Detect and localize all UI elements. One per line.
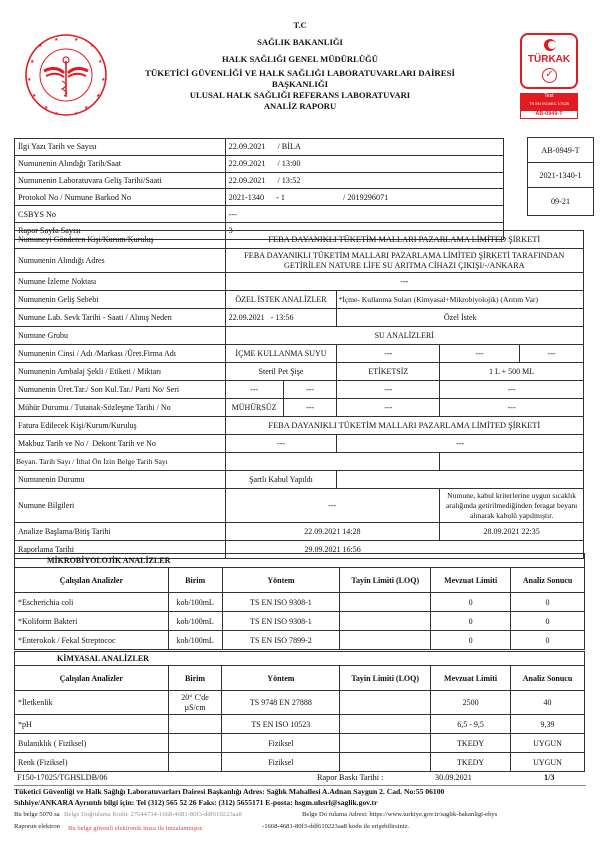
kind-name: --- (337, 345, 440, 363)
analysis-limit: TKEDY (431, 753, 511, 772)
ministry-seal-icon (24, 33, 108, 117)
info-label: Numunenin Laboratuvara Geliş Tarihi/Saati (15, 172, 226, 189)
info-label: İlgi Yazı Tarih ve Sayısı (15, 139, 226, 156)
print-date: 30.09.2021 (435, 773, 472, 782)
svg-text:★: ★ (101, 78, 106, 83)
analysis-loq (340, 593, 431, 612)
col-unit: Birim (168, 666, 222, 691)
col-limit: Mevzuat Limiti (431, 666, 511, 691)
dispatch-label: Numune Lab. Sevk Tarihi - Saati / Alınış Neden (15, 309, 226, 327)
sender-label: Numuneyi Gönderen Kişi/Kurum/Kuruluş (15, 231, 226, 249)
analysis-name: *Koliform Bakteri (15, 612, 169, 631)
svg-text:★: ★ (84, 106, 89, 111)
invoice-label: Fatura Edilecek Kişi/Kurum/Kuruluş (15, 417, 226, 435)
group-value: SU ANALİZLERİ (225, 327, 583, 345)
receipt-value: --- (225, 435, 337, 453)
sample-row (15, 523, 584, 541)
sample-info-note: Numune, kabul kriterlerine uygun sıcaklık aralığında getirilmediğinden feragat beyanı alınarak kabulü yapılmıştır. (440, 489, 584, 523)
turkak-test-label: Test (544, 93, 554, 99)
info-value: --- (225, 206, 503, 223)
sample-info-label: Numune Bilgileri (15, 489, 226, 523)
sample-row (15, 381, 584, 399)
dekont-value: --- (337, 435, 584, 453)
analysis-method: Fiziksel (222, 734, 340, 753)
svg-text:★: ★ (98, 60, 103, 65)
info-row (15, 189, 504, 206)
col-method: Yöntem (222, 568, 340, 593)
analysis-loq (340, 612, 431, 631)
analysis-unit: kob/100mL (168, 612, 222, 631)
record-no: --- (337, 399, 440, 417)
monitor-value: --- (225, 273, 583, 291)
form-code: F150-17025/TGHSLDB/06 (17, 773, 108, 782)
col-result: Analiz Sonucu (511, 568, 585, 593)
seal-label: Mühür Durumu / Tutanak-Sözleşme Tarihi / No (15, 399, 226, 417)
sample-row (15, 417, 584, 435)
analysis-unit: kob/100mL (168, 631, 222, 650)
turkak-brand: TÜRKAK (527, 54, 571, 65)
info-value-2: / 13:00 (277, 159, 301, 169)
analysis-loq (340, 631, 431, 650)
analysis-limit: TKEDY (431, 734, 511, 753)
analysis-unit: kob/100mL (168, 593, 222, 612)
info-row (15, 172, 504, 189)
table-row (15, 734, 585, 753)
reason-detail: *İçme- Kullanma Suları (Kimyasal+Mikrobiyolojik) (Arıtım Var) (337, 291, 584, 309)
electronic-access-note-end: -1668-4681-80f3-ddf610223aa8 kodu ile erişebilirsiniz. (262, 823, 410, 830)
print-date-label: Rapor Baskı Tarihi : (317, 773, 384, 782)
col-analysis: Çalışılan Analizler (15, 666, 169, 691)
col-unit: Birim (168, 568, 222, 593)
analysis-method: TS 9748 EN 27888 (222, 691, 340, 715)
turkak-accreditation-logo (520, 33, 578, 119)
address-line-2: Sıhhiye/ANKARA Ayrıntılı bilgi için: Tel (312) 565 52 26 Faks: (312) 5655171 E-posta: hsgm.uhsrl@saglik.gov.tr (14, 797, 378, 807)
analysis-limit: 2500 (431, 691, 511, 715)
table-row (15, 612, 585, 631)
info-label: Rapor Sayfa Sayısı (15, 222, 226, 239)
analysis-start: 22.09.2021 14:28 (225, 523, 440, 541)
sample-row (15, 231, 584, 249)
svg-text:★: ★ (54, 112, 59, 117)
info-value: 22.09.2021 (228, 142, 266, 152)
period-code: 09-21 (528, 188, 594, 216)
info-value: 22.09.2021 (228, 159, 266, 169)
analysis-unit (168, 734, 222, 753)
col-result: Analiz Sonucu (511, 666, 585, 691)
report-titles (110, 20, 490, 112)
seal-status: MÜHÜRSÜZ (225, 399, 283, 417)
checkmark-icon: ✓ (542, 68, 557, 83)
analysis-name: *İletkenlik (15, 691, 169, 715)
kind-manufacturer: --- (520, 345, 584, 363)
analysis-loq (340, 715, 431, 734)
analysis-result: UYGUN (511, 734, 585, 753)
analysis-unit (168, 753, 222, 772)
expiry-date: --- (283, 381, 337, 399)
sample-row (15, 345, 584, 363)
protocol-code: 2021-1340-1 (528, 163, 594, 188)
col-loq: Tayin Limiti (LOQ) (340, 666, 431, 691)
report-info-table (14, 138, 504, 240)
group-label: Numune Grubu (15, 327, 226, 345)
table-header (15, 666, 585, 691)
title-department-cont: BAŞKANLIĞI (271, 79, 329, 89)
info-row (15, 155, 504, 172)
verification-address[interactable]: Belge Do rulama Adresi: https://www.turkiye.gov.tr/saglik-bakanligi-ebys (302, 811, 498, 818)
esign-overlay: Bu belge güvenli elektronik imza ile imzalanmıştır. (68, 825, 204, 832)
reason-label: Numunenin Geliş Sebebi (15, 291, 226, 309)
analysis-method: Fiziksel (222, 753, 340, 772)
analysis-result: 0 (511, 593, 585, 612)
protocol-no: 2021-1340 (228, 192, 265, 202)
title-tc: T.C (293, 21, 307, 30)
address-label: Numunenin Alındığı Adres (15, 249, 226, 273)
report-header (0, 0, 600, 132)
sample-row (15, 399, 584, 417)
analysis-result: 0 (511, 612, 585, 631)
info-value-2: / BİLA (277, 142, 301, 152)
analysis-limit: 6,5 - 9,5 (431, 715, 511, 734)
analysis-loq (340, 691, 431, 715)
batch-no: --- (337, 381, 440, 399)
page-number: 1/3 (544, 773, 555, 782)
sample-row (15, 249, 584, 273)
analysis-name: *pH (15, 715, 169, 734)
import-permit-value (440, 453, 584, 471)
col-loq: Tayin Limiti (LOQ) (340, 568, 431, 593)
info-row (15, 206, 504, 223)
verification-code-overlay: Belge Doğrulama Kodu: 27644734-1668-4681-80f3-ddf610223aa8 (64, 811, 242, 818)
svg-text:★: ★ (44, 106, 49, 111)
pack-type: Steril Pet Şişe (225, 363, 337, 381)
kind-value: İÇME KULLANMA SUYU (225, 345, 337, 363)
prod-label: Numunenin Üret.Tar./ Son Kul.Tar./ Parti No/ Seri (15, 381, 226, 399)
footer-divider (14, 785, 586, 786)
analysis-unit (168, 715, 222, 734)
analysis-method: TS EN ISO 10523 (222, 715, 340, 734)
status-value: Şartlı Kabul Yapıldı (225, 471, 337, 489)
address-line-2: GETİRİLEN NATURE LİFE SU ARITMA CİHAZI ÇIKIŞI/-/ANKARA (283, 260, 525, 270)
invoice-value: FEBA DAYANIKLI TÜKETİM MALLARI PAZARLAMA LİMİTED ŞİRKETİ (225, 417, 583, 435)
kind-brand: --- (440, 345, 520, 363)
address-line-1: FEBA DAYANIKLI TÜKETİM MALLARI PAZARLAMA LİMİTED ŞİRKETİ TARAFINDAN (244, 250, 565, 260)
sample-row (15, 363, 584, 381)
sample-info-value: --- (225, 489, 440, 523)
prod-date: --- (225, 381, 283, 399)
analysis-result: 0 (511, 631, 585, 650)
info-value: 3 (225, 222, 503, 239)
svg-text:★: ★ (54, 38, 59, 43)
analysis-method: TS EN ISO 9308-1 (222, 612, 340, 631)
record-extra: --- (440, 399, 584, 417)
receipt-label: Makbuz Tarih ve No / Dekont Tarih ve No (15, 435, 226, 453)
accreditation-code: AB-0949-T (528, 138, 594, 163)
title-report: ANALİZ RAPORU (263, 101, 337, 111)
analysis-limit: 0 (431, 612, 511, 631)
chemical-title: KİMYASAL ANALİZLER (15, 652, 585, 666)
reason-value: ÖZEL İSTEK ANALİZLER (225, 291, 337, 309)
table-row (15, 631, 585, 650)
analysis-limit: 0 (431, 631, 511, 650)
table-header (15, 568, 585, 593)
status-label: Numunenin Durumu (15, 471, 226, 489)
info-row (15, 139, 504, 156)
sample-row (15, 435, 584, 453)
analysis-loq (340, 753, 431, 772)
sample-details-table (14, 230, 584, 559)
sender-value: FEBA DAYANIKLI TÜKETİM MALLARI PAZARLAMA LİMİTED ŞİRKETİ (225, 231, 583, 249)
svg-text:★: ★ (90, 44, 95, 49)
info-label: Numunenin Alındığı Tarih/Saat (15, 155, 226, 172)
sample-row (15, 273, 584, 291)
report-code-box (527, 137, 594, 216)
pack-label-value: ETİKETSİZ (337, 363, 440, 381)
title-directorate: HALK SAĞLIĞI GENEL MÜDÜRLÜĞÜ (222, 54, 378, 64)
info-label: Protokol No / Numune Barkod No (15, 189, 226, 206)
record-date: --- (283, 399, 337, 417)
svg-text:★: ★ (32, 94, 37, 99)
info-value-2: / 13:52 (277, 175, 301, 185)
col-analysis: Çalışılan Analizler (15, 568, 169, 593)
sample-row (15, 327, 584, 345)
barcode-no: / 2019296071 (343, 192, 389, 202)
sample-row (15, 453, 584, 471)
kind-label: Numunenin Cinsi / Adı /Markası /Üret.Firma Adı (15, 345, 226, 363)
monitor-label: Numune İzleme Noktası (15, 273, 226, 291)
electronic-access-note-start: Raporun elektron (14, 823, 60, 830)
analysis-result: 40 (511, 691, 585, 715)
lab-address (14, 787, 594, 808)
status-value-2 (337, 471, 584, 489)
esign-note-start: Bu belge 5070 sa (14, 811, 60, 818)
report-date-value: 29.09.2021 16:56 (225, 541, 440, 559)
analysis-name: Renk (Fiziksel) (15, 753, 169, 772)
svg-text:★: ★ (27, 78, 32, 83)
analysis-dates-label: Analize Başlama/Bitiş Tarihi (15, 523, 226, 541)
table-row (15, 753, 585, 772)
declaration-value (225, 453, 440, 471)
turkak-code: AB-0949-T (520, 110, 578, 119)
info-value: 22.09.2021 (228, 175, 266, 185)
chemical-table (14, 651, 585, 772)
analysis-result: 9,39 (511, 715, 585, 734)
title-laboratory: ULUSAL HALK SAĞLIĞI REFERANS LABORATUVARI (189, 90, 411, 100)
svg-text:★: ★ (96, 94, 101, 99)
protocol-suffix: - 1 (276, 192, 285, 202)
svg-text:★: ★ (74, 112, 79, 117)
dispatch-reason: Özel İstek (337, 309, 584, 327)
title-ministry: SAĞLIK BAKANLIĞI (257, 37, 343, 47)
analysis-method: TS EN ISO 7899-2 (222, 631, 340, 650)
analysis-end: 28.09.2021 22:35 (440, 523, 584, 541)
analysis-result: UYGUN (511, 753, 585, 772)
analysis-limit: 0 (431, 593, 511, 612)
pack-amount: 1 L + 500 ML (440, 363, 584, 381)
analysis-method: TS EN ISO 9308-1 (222, 593, 340, 612)
table-row (15, 715, 585, 734)
microbiology-title: MİKROBİYOLOJİK ANALİZLER (15, 554, 585, 568)
turkak-standard: TS EN ISO/IEC 17025 (529, 101, 569, 106)
serial-no: --- (440, 381, 584, 399)
title-department: TÜKETİCİ GÜVENLİĞİ VE HALK SAĞLIĞI LABORATUVARLARI DAİRESİ (145, 68, 455, 78)
svg-text:★: ★ (38, 44, 43, 49)
analysis-name: *Enterokok / Fekal Streptococ (15, 631, 169, 650)
table-row (15, 593, 585, 612)
dispatch-datetime: 22.09.2021 - 13:56 (225, 309, 337, 327)
svg-text:★: ★ (30, 60, 35, 65)
col-method: Yöntem (222, 666, 340, 691)
address-line-1: Tüketici Güvenliği ve Halk Sağlığı Laboratuvarları Dairesi Başkanlığı Adres: Sağlık Mahallesi A.Adnan Saygun 2. Cad. No:55 06100 (14, 787, 445, 796)
sample-row (15, 471, 584, 489)
sample-row (15, 309, 584, 327)
analysis-name: Bulanıklık ( Fiziksel) (15, 734, 169, 753)
sample-row (15, 489, 584, 523)
analysis-loq (340, 734, 431, 753)
microbiology-table (14, 553, 585, 650)
analysis-name: *Escherichia coli (15, 593, 169, 612)
analysis-unit: 20° C'de µS/cm (168, 691, 222, 715)
pack-label: Numunenin Ambalaj Şekli / Etiketi / Miktarı (15, 363, 226, 381)
col-limit: Mevzuat Limiti (431, 568, 511, 593)
table-row (15, 691, 585, 715)
report-date-label: Raporlama Tarihi (15, 541, 226, 559)
sample-row (15, 291, 584, 309)
declaration-label: Beyan. Tarih Sayı / İthal Ön İzin Belge Tarih Sayı (15, 453, 226, 471)
info-label: CSBYS No (15, 206, 226, 223)
svg-text:★: ★ (74, 38, 79, 43)
